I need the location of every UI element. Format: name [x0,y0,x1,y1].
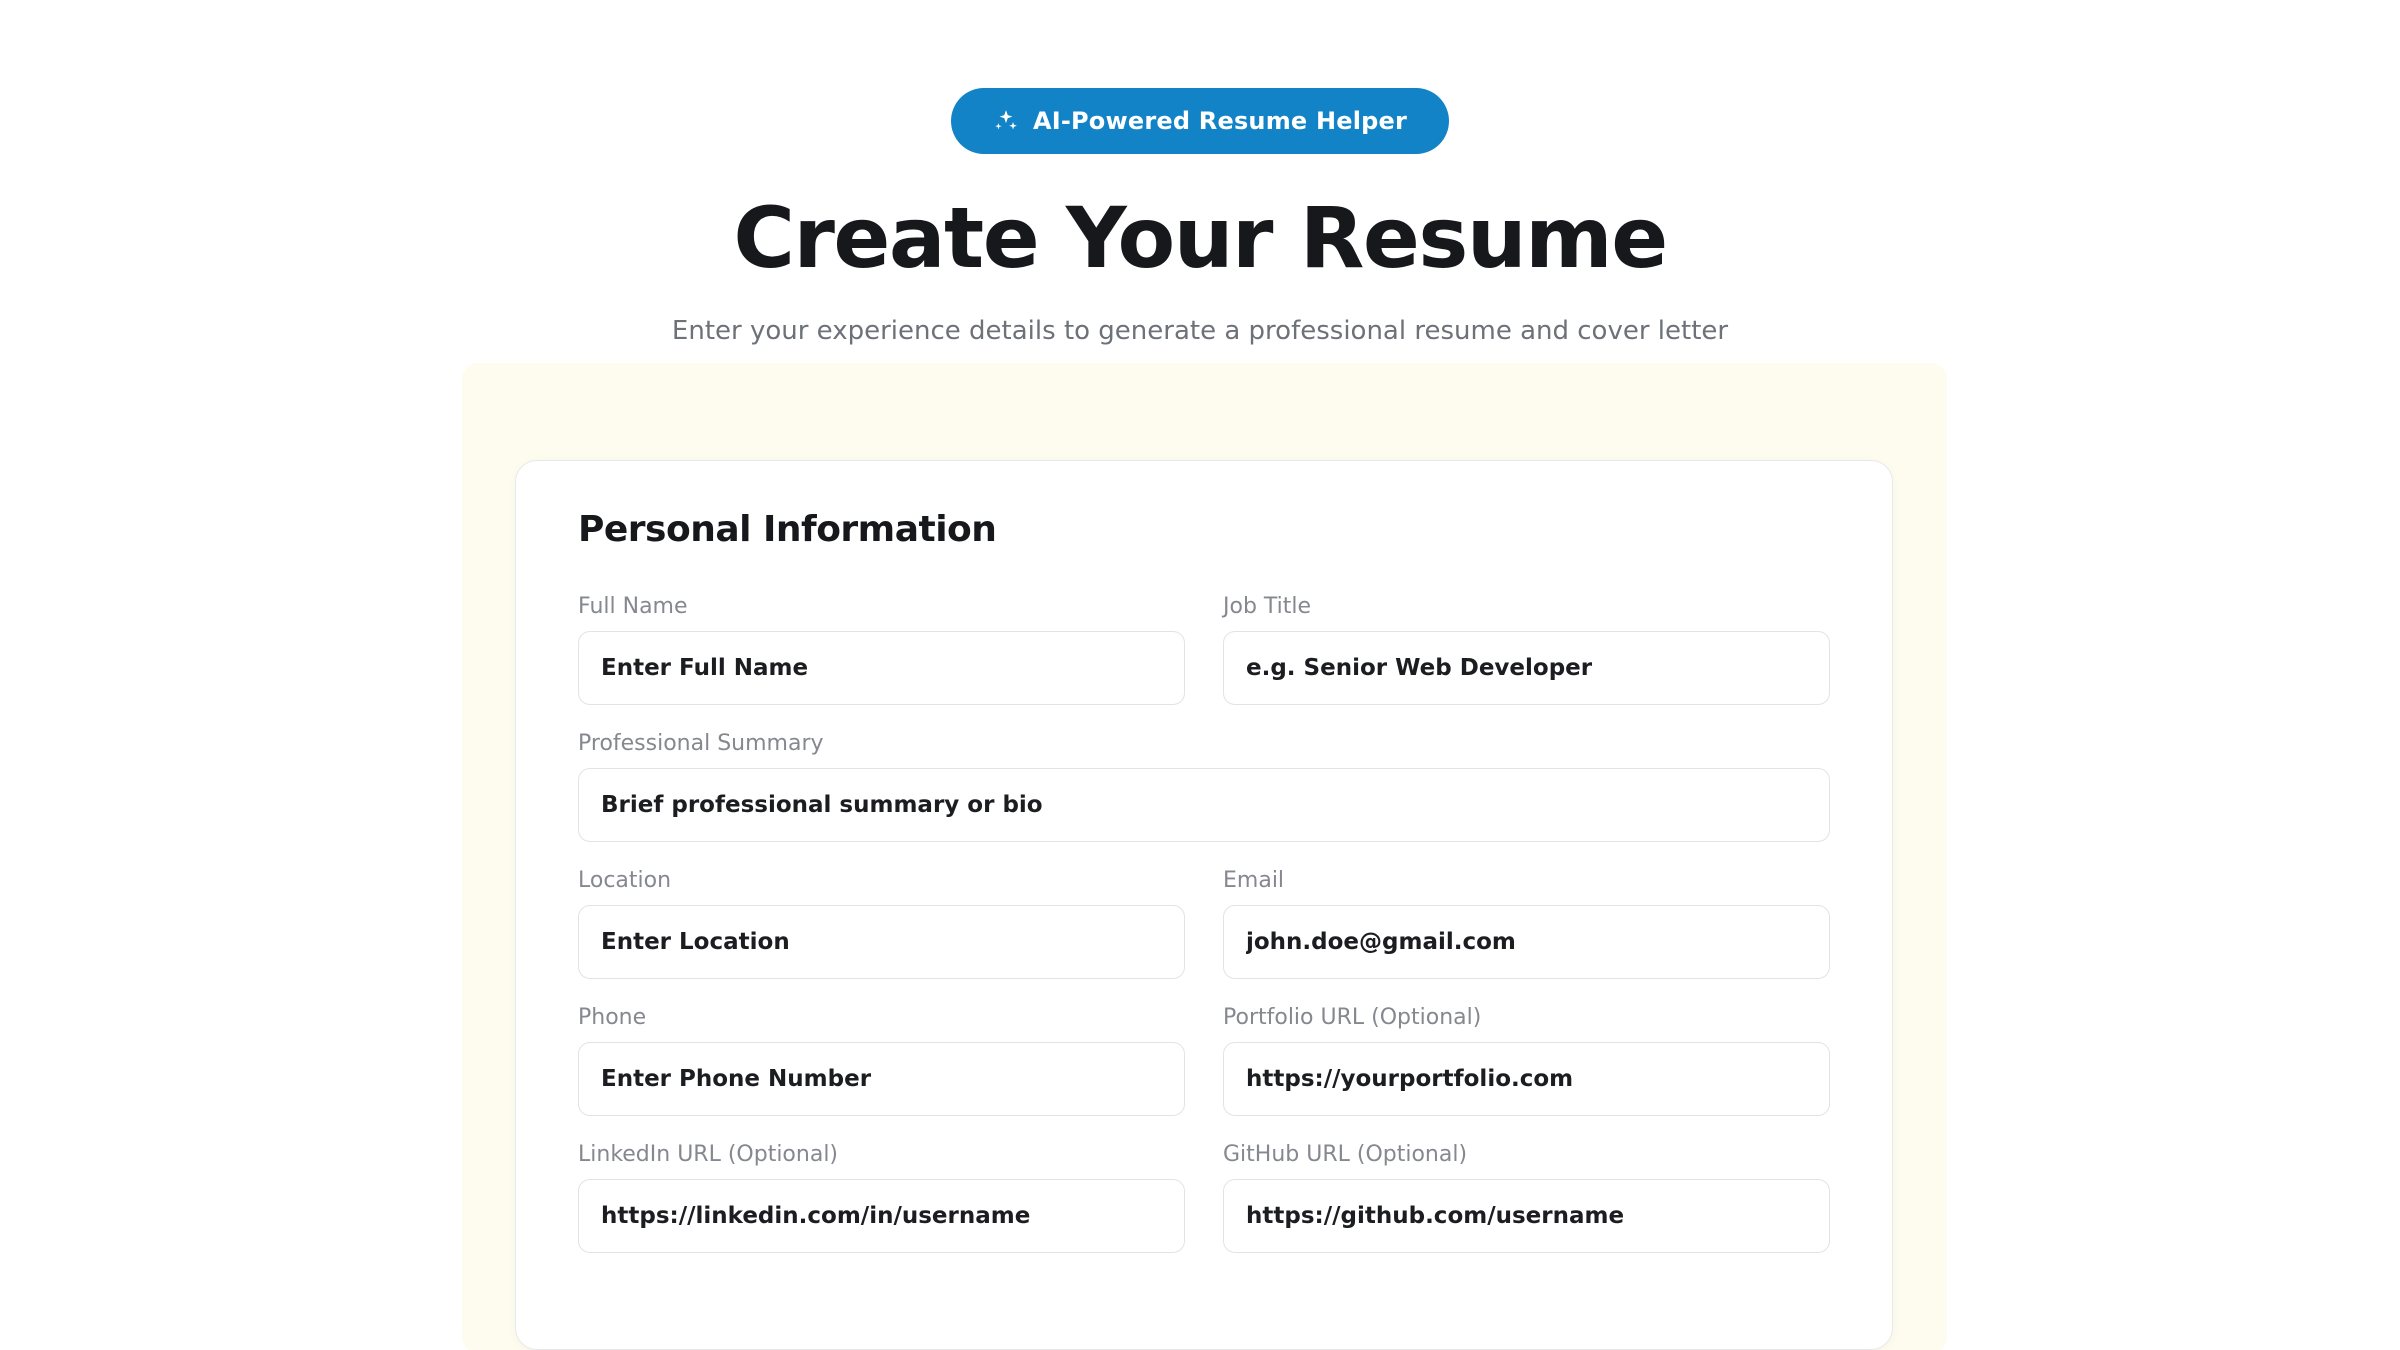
section-title: Personal Information [578,509,997,550]
field-location [578,868,1185,979]
linkedin-url-input[interactable] [578,1179,1185,1253]
label-github-url: GitHub URL (Optional) [1223,1142,1468,1167]
field-job-title [1223,594,1830,705]
form-row-location-email [578,868,1830,979]
field-email [1223,868,1830,979]
label-job-title: Job Title [1223,594,1312,619]
location-input[interactable] [578,905,1185,979]
label-phone: Phone [578,1005,647,1030]
form-row-summary [578,731,1830,842]
form-row-name-title [578,594,1830,705]
label-location: Location [578,868,672,893]
github-url-input[interactable] [1223,1179,1830,1253]
sparkles-icon [993,108,1019,134]
field-professional-summary [578,731,1830,842]
ai-helper-badge [951,88,1449,154]
page-header [0,0,2400,346]
label-portfolio-url: Portfolio URL (Optional) [1223,1005,1482,1030]
page-subtitle: Enter your experience details to generate a professional resume and cover letter [671,316,1729,347]
form-row-phone-portfolio [578,1005,1830,1116]
email-input[interactable] [1223,905,1830,979]
ai-helper-badge-label: AI-Powered Resume Helper [1032,107,1408,135]
portfolio-url-input[interactable] [1223,1042,1830,1116]
professional-summary-input[interactable] [578,768,1830,842]
label-linkedin-url: LinkedIn URL (Optional) [578,1142,839,1167]
personal-information-card [515,460,1893,1350]
page-title: Create Your Resume [733,189,1667,287]
label-email: Email [1223,868,1285,893]
label-professional-summary: Professional Summary [578,731,824,756]
full-name-input[interactable] [578,631,1185,705]
label-full-name: Full Name [578,594,688,619]
field-linkedin-url [578,1142,1185,1253]
field-phone [578,1005,1185,1116]
job-title-input[interactable] [1223,631,1830,705]
field-full-name [578,594,1185,705]
field-github-url [1223,1142,1830,1253]
field-portfolio-url [1223,1005,1830,1116]
phone-input[interactable] [578,1042,1185,1116]
form-row-linkedin-github [578,1142,1830,1253]
